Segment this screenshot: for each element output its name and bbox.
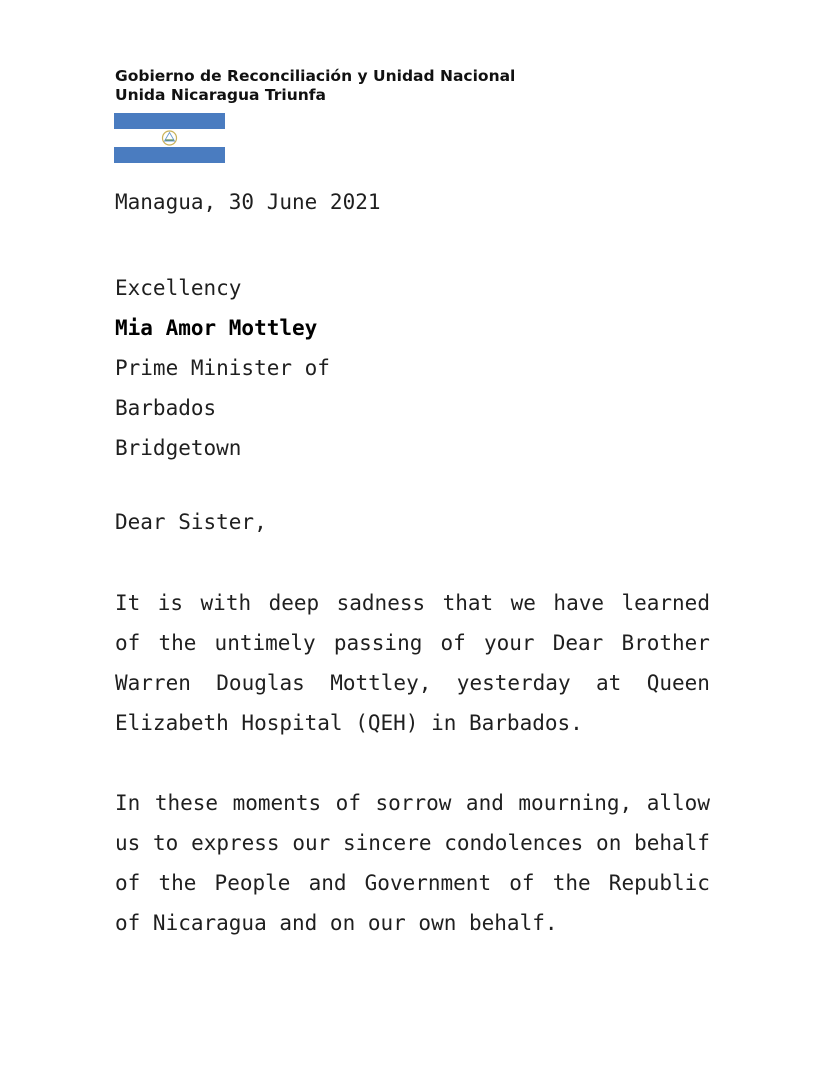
word: Douglas xyxy=(216,671,305,695)
word: of xyxy=(335,791,361,815)
word: Republic xyxy=(608,871,710,895)
word: sorrow xyxy=(375,791,452,815)
letterhead xyxy=(115,67,515,105)
paragraph-line xyxy=(115,623,710,663)
recipient-address xyxy=(115,268,330,468)
word: Government xyxy=(364,871,492,895)
word: In xyxy=(115,791,141,815)
flag-bottom-stripe xyxy=(114,147,225,163)
word: your xyxy=(483,631,535,655)
word: behalf xyxy=(634,831,710,855)
word: Dear xyxy=(552,631,604,655)
word: allow xyxy=(646,791,710,815)
letterhead-motto: Unida Nicaragua Triunfa xyxy=(115,86,327,104)
word: our xyxy=(292,831,331,855)
word: the xyxy=(158,871,197,895)
word: condolences xyxy=(444,831,584,855)
word: learned xyxy=(621,591,710,615)
word: Queen xyxy=(646,671,710,695)
paragraph-line xyxy=(115,583,710,623)
word: have xyxy=(553,591,604,615)
word: People xyxy=(214,871,291,895)
word: Mottley, xyxy=(330,671,432,695)
word: passing xyxy=(333,631,423,655)
word: of xyxy=(509,871,535,895)
paragraph-line: Elizabeth Hospital (QEH) in Barbados. xyxy=(115,711,583,735)
word: yesterday xyxy=(456,671,571,695)
recipient-name: Mia Amor Mottley xyxy=(115,316,318,340)
word: Brother xyxy=(621,631,710,655)
word: the xyxy=(552,871,591,895)
word: to xyxy=(153,831,179,855)
paragraph-line xyxy=(115,783,710,823)
letter-greeting: Dear Sister, xyxy=(115,510,267,534)
letter-date: Managua, 30 June 2021 xyxy=(115,190,381,214)
letterhead-government-name: Gobierno de Reconciliación y Unidad Nacional xyxy=(115,67,516,85)
recipient-country: Barbados xyxy=(115,396,217,420)
recipient-position: Prime Minister of xyxy=(115,356,330,380)
word: Warren xyxy=(115,671,191,695)
word: of xyxy=(115,871,141,895)
paragraph-line xyxy=(115,823,710,863)
paragraph-line xyxy=(115,863,710,903)
word: that xyxy=(442,591,494,615)
recipient-title: Excellency xyxy=(115,276,242,300)
nicaragua-flag-icon xyxy=(114,113,225,163)
word: at xyxy=(596,671,622,695)
paragraph-condolences-expression xyxy=(115,783,710,943)
word: of xyxy=(115,631,141,655)
recipient-city: Bridgetown xyxy=(115,436,242,460)
word: It xyxy=(115,591,141,615)
word: and xyxy=(465,791,504,815)
word: mourning, xyxy=(518,791,633,815)
flag-top-stripe xyxy=(114,113,225,129)
word: moments xyxy=(232,791,322,815)
word: of xyxy=(440,631,466,655)
paragraph-line xyxy=(115,663,710,703)
word: and xyxy=(308,871,347,895)
paragraph-condolence-news xyxy=(115,583,710,743)
word: we xyxy=(510,591,536,615)
word: is xyxy=(157,591,184,615)
paragraph-line: of Nicaragua and on our own behalf. xyxy=(115,911,558,935)
word: these xyxy=(154,791,219,815)
word: on xyxy=(596,831,622,855)
word: express xyxy=(191,831,280,855)
word: with xyxy=(200,591,252,615)
word: the xyxy=(158,631,197,655)
word: sincere xyxy=(342,831,432,855)
word: untimely xyxy=(214,631,316,655)
word: us xyxy=(115,831,141,855)
word: deep xyxy=(268,591,320,615)
word: sadness xyxy=(336,591,426,615)
